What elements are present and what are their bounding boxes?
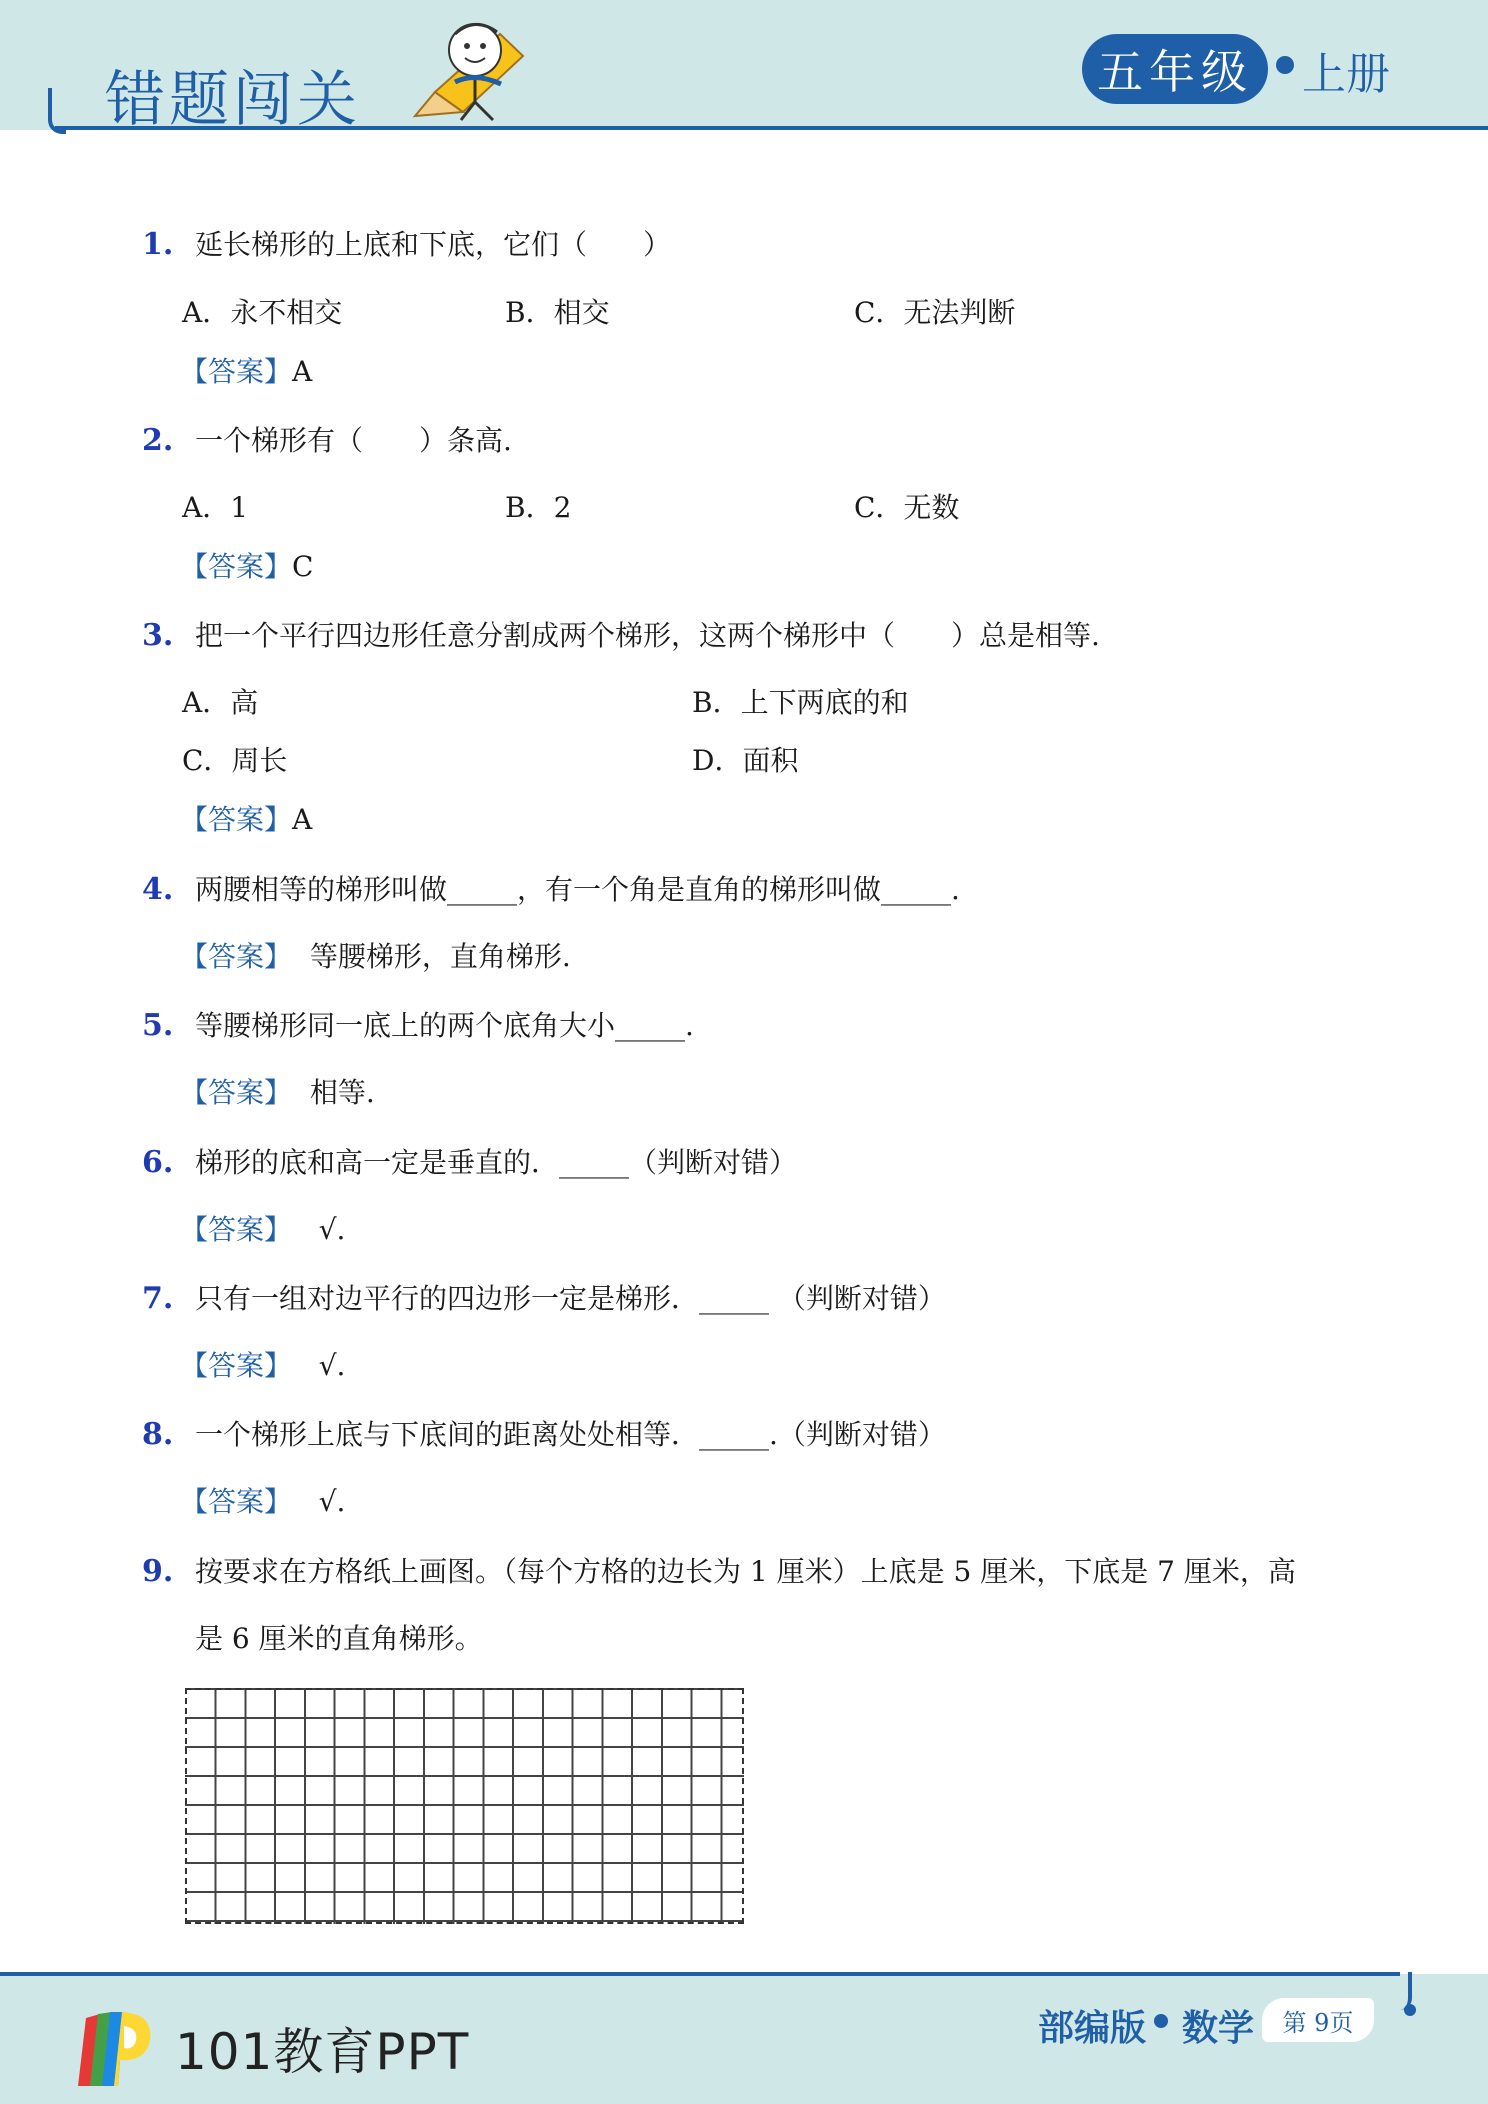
answer-tag: 【答案】 [180,1349,293,1382]
pencil-mascot-icon [405,12,545,124]
question-number: 9. [142,1554,174,1589]
p-logo-icon [68,2000,158,2090]
question-text: 一个梯形有（ ）条高. [195,424,512,457]
option: B．上下两底的和 [692,686,909,719]
question-9 [142,1552,1296,1592]
header-hook-decoration [48,88,66,134]
question-text: 延长梯形的上底和下底，它们（ ） [195,228,672,261]
answer-value: A [292,355,313,388]
answer-value: √. [318,1213,346,1246]
header-title: 错题闯关 [105,65,361,135]
footer-dot [1404,2004,1416,2016]
question-6 [142,1143,797,1183]
answer-tag: 【答案】 [180,355,293,388]
option: A．高 [182,686,259,719]
question-number: 4. [142,872,174,907]
question-number: 2. [142,423,174,458]
question-text: 一个梯形上底与下底间的距离处处相等．_____.（判断对错） [195,1418,946,1451]
answer-tag: 【答案】 [180,803,293,836]
option: B．相交 [505,296,610,329]
option: D．面积 [692,744,799,777]
question-3 [142,616,1100,656]
answer-value: A [292,803,313,836]
question-number: 6. [142,1145,174,1180]
question-text: 把一个平行四边形任意分割成两个梯形，这两个梯形中（ ）总是相等. [195,619,1100,652]
option: C．无法判断 [854,296,1016,329]
answer [180,1073,375,1113]
question-7 [142,1279,946,1319]
grade-badge: 五年级 [1082,34,1268,104]
answer-tag: 【答案】 [180,940,293,973]
question-text: 两腰相等的梯形叫做_____，有一个角是直角的梯形叫做_____. [195,873,960,906]
answer [180,352,312,392]
question-text: 等腰梯形同一底上的两个底角大小_____. [195,1009,694,1042]
edition-label: 部编版 [1038,2008,1147,2049]
answer-tag: 【答案】 [180,1076,293,1109]
question-number: 5. [142,1008,174,1043]
answer-value: √. [318,1485,346,1518]
option: C．无数 [854,491,960,524]
answer-value: C [292,550,314,583]
answer [180,800,312,840]
answer [180,547,313,587]
question-text: 梯形的底和高一定是垂直的．_____（判断对错） [195,1146,798,1179]
footer-separator-dot [1154,2014,1168,2028]
answer-value: √. [318,1349,346,1382]
question-number: 1. [142,227,174,262]
answer [180,1346,345,1386]
answer-tag: 【答案】 [180,1485,293,1518]
header-dot [1276,56,1294,74]
question-2 [142,421,512,461]
option: A．1 [182,491,249,524]
question-8 [142,1415,946,1455]
option: C．周长 [182,744,288,777]
option: A．永不相交 [182,296,343,329]
subject-label: 数学 [1182,2008,1255,2049]
answer-tag: 【答案】 [180,550,293,583]
question-number: 7. [142,1281,174,1316]
answer-value: 相等. [309,1076,375,1109]
question-text-continued: 是 6 厘米的直角梯形。 [195,1622,483,1655]
grid-paper [185,1688,744,1924]
question-1 [142,225,671,265]
logo-text: 101教育PPT [175,2023,470,2081]
answer-value: 等腰梯形，直角梯形. [309,940,571,973]
answer [180,1482,345,1522]
question-5 [142,1006,694,1046]
question-number: 8. [142,1417,174,1452]
answer [180,1210,345,1250]
option: B．2 [505,491,572,524]
question-number: 3. [142,618,174,653]
answer-tag: 【答案】 [180,1213,293,1246]
answer [180,937,571,977]
question-text: 按要求在方格纸上画图。（每个方格的边长为 1 厘米）上底是 5 厘米，下底是 7 厘米，高 [195,1555,1296,1588]
page-number-badge: 第 9页 [1262,1998,1374,2042]
question-text: 只有一组对边平行的四边形一定是梯形．_____ （判断对错） [195,1282,946,1315]
footer-rule [0,1972,1400,1976]
volume-label: 上册 [1302,49,1390,100]
question-4 [142,870,960,910]
